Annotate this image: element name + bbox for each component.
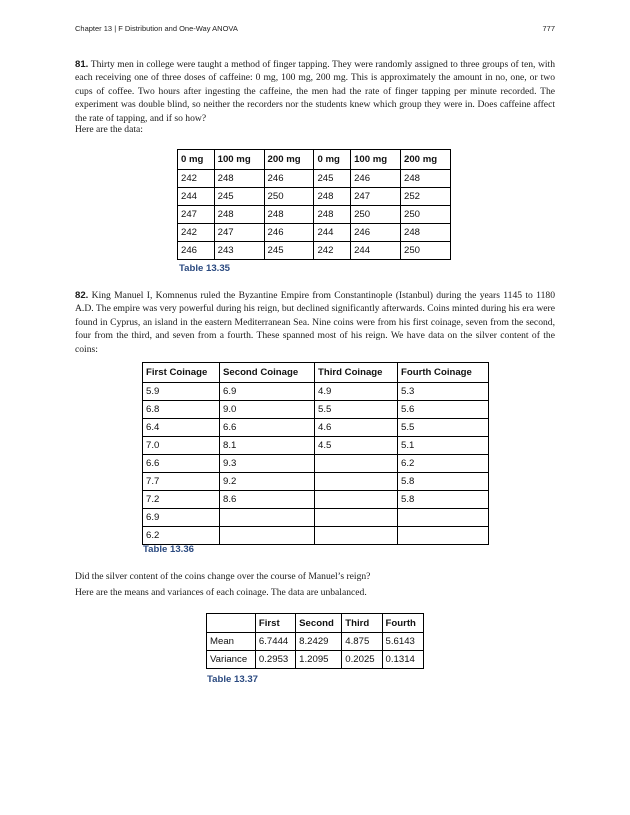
question-text: Did the silver content of the coins change over the course of Manuel’s reign? bbox=[75, 571, 371, 582]
table-cell: 245 bbox=[264, 242, 314, 260]
table-row bbox=[143, 527, 489, 545]
table-cell: 250 bbox=[264, 188, 314, 206]
table-cell: 246 bbox=[178, 242, 215, 260]
column-header: First Coinage bbox=[143, 363, 220, 383]
table-cell: 6.2 bbox=[143, 527, 220, 545]
table-cell bbox=[220, 527, 315, 545]
table-cell bbox=[315, 455, 398, 473]
table-cell: 5.5 bbox=[315, 401, 398, 419]
table-row bbox=[178, 224, 451, 242]
table-caption: Table 13.36 bbox=[143, 544, 195, 555]
table-cell: 245 bbox=[314, 170, 351, 188]
table-cell: 242 bbox=[314, 242, 351, 260]
table-cell: 252 bbox=[401, 188, 451, 206]
table-cell: 250 bbox=[401, 242, 451, 260]
chapter-title: Chapter 13 | F Distribution and One-Way ANOVA bbox=[75, 24, 238, 33]
table-cell: 5.1 bbox=[398, 437, 489, 455]
table-cell: 248 bbox=[264, 206, 314, 224]
table-row bbox=[143, 401, 489, 419]
column-header: 200 mg bbox=[264, 150, 314, 170]
table-row bbox=[207, 651, 424, 669]
table-cell: 1.2095 bbox=[296, 651, 342, 669]
row-label: Variance bbox=[207, 651, 256, 669]
table-cell: 6.7444 bbox=[255, 633, 295, 651]
table-cell: 4.6 bbox=[315, 419, 398, 437]
table-cell: 5.9 bbox=[143, 383, 220, 401]
column-header: 200 mg bbox=[401, 150, 451, 170]
table-cell: 248 bbox=[401, 224, 451, 242]
table-cell bbox=[315, 491, 398, 509]
table-cell: 9.3 bbox=[220, 455, 315, 473]
table-cell bbox=[398, 509, 489, 527]
table-cell: 7.2 bbox=[143, 491, 220, 509]
table-cell: 248 bbox=[214, 206, 264, 224]
table-row bbox=[178, 242, 451, 260]
table-cell: 244 bbox=[314, 224, 351, 242]
table-cell: 8.6 bbox=[220, 491, 315, 509]
means-lead-text: Here are the means and variances of each coinage. The data are unbalanced. bbox=[75, 587, 367, 598]
table-13-35 bbox=[177, 149, 451, 260]
exercise-number: 82. bbox=[75, 290, 89, 301]
page-number: 777 bbox=[542, 24, 555, 33]
table-cell: 6.4 bbox=[143, 419, 220, 437]
table-cell: 248 bbox=[214, 170, 264, 188]
column-header: 0 mg bbox=[178, 150, 215, 170]
table-row bbox=[178, 206, 451, 224]
column-header: 100 mg bbox=[351, 150, 401, 170]
exercise-82 bbox=[75, 289, 555, 356]
table-cell bbox=[315, 509, 398, 527]
table-cell: 6.6 bbox=[220, 419, 315, 437]
table-cell: 8.1 bbox=[220, 437, 315, 455]
table-cell: 250 bbox=[401, 206, 451, 224]
column-header: Second Coinage bbox=[220, 363, 315, 383]
table-cell bbox=[315, 527, 398, 545]
table-row bbox=[178, 170, 451, 188]
table-cell: 244 bbox=[178, 188, 215, 206]
table-cell bbox=[398, 527, 489, 545]
column-header: 100 mg bbox=[214, 150, 264, 170]
table-cell: 8.2429 bbox=[296, 633, 342, 651]
page-header bbox=[75, 24, 555, 36]
table-cell: 247 bbox=[214, 224, 264, 242]
table-cell: 246 bbox=[264, 170, 314, 188]
table-cell: 5.6 bbox=[398, 401, 489, 419]
table-row bbox=[178, 188, 451, 206]
table-cell: 250 bbox=[351, 206, 401, 224]
table-cell: 6.9 bbox=[143, 509, 220, 527]
table-cell: 5.3 bbox=[398, 383, 489, 401]
column-header: Fourth Coinage bbox=[398, 363, 489, 383]
column-header: Third bbox=[342, 614, 382, 633]
table-cell: 5.8 bbox=[398, 491, 489, 509]
table-cell: 0.1314 bbox=[382, 651, 423, 669]
table-cell: 247 bbox=[351, 188, 401, 206]
table-cell: 242 bbox=[178, 224, 215, 242]
table-cell: 5.8 bbox=[398, 473, 489, 491]
column-header: First bbox=[255, 614, 295, 633]
column-header bbox=[207, 614, 256, 633]
table-cell: 6.9 bbox=[220, 383, 315, 401]
table-cell: 6.8 bbox=[143, 401, 220, 419]
table-header-row bbox=[207, 614, 424, 633]
table-cell: 242 bbox=[178, 170, 215, 188]
table-cell: 7.7 bbox=[143, 473, 220, 491]
table-row bbox=[143, 491, 489, 509]
table-cell: 9.0 bbox=[220, 401, 315, 419]
table-row bbox=[143, 437, 489, 455]
table-header-row bbox=[143, 363, 489, 383]
table-cell: 4.875 bbox=[342, 633, 382, 651]
table-cell: 244 bbox=[351, 242, 401, 260]
table-cell: 5.6143 bbox=[382, 633, 423, 651]
table-cell: 0.2025 bbox=[342, 651, 382, 669]
table-row bbox=[143, 383, 489, 401]
table-cell: 246 bbox=[264, 224, 314, 242]
table-cell: 248 bbox=[314, 188, 351, 206]
table-header-row bbox=[178, 150, 451, 170]
table-cell: 246 bbox=[351, 170, 401, 188]
table-row bbox=[143, 455, 489, 473]
exercise-text: King Manuel I, Komnenus ruled the Byzantine Empire from Constantinople (Istanbul) during the years 1145 to 1180 A.D. The empire was very powerful during his reign, but declined significantly afterwards. Coins minted during his era were found in Cyprus, an island in the eastern Mediterranean Sea. Nine coins were from his first coinage, seven from the second, four from the third, and seven from a fourth. These spanned most of his reign. We have data on the silver content of the coins: bbox=[75, 290, 555, 355]
data-lead-text: Here are the data: bbox=[75, 124, 143, 135]
table-13-36 bbox=[142, 362, 489, 545]
table-cell: 4.9 bbox=[315, 383, 398, 401]
table-13-37 bbox=[206, 613, 424, 669]
table-cell bbox=[220, 509, 315, 527]
table-row bbox=[207, 633, 424, 651]
table-cell: 4.5 bbox=[315, 437, 398, 455]
table-cell: 7.0 bbox=[143, 437, 220, 455]
table-cell: 6.2 bbox=[398, 455, 489, 473]
table-cell: 246 bbox=[351, 224, 401, 242]
exercise-text: Thirty men in college were taught a method of finger tapping. They were randomly assigned to three groups of ten, with each receiving one of three doses of caffeine: 0 mg, 100 mg, 200 mg. This is approximately the amount in no, one, or two cups of coffee. Two hours after ingesting the caffeine, the men had the rate of finger tapping per minute recorded. The experiment was double blind, so neither the recorders nor the students knew which group they were in. Does caffeine affect the rate of tapping, and if so how? bbox=[75, 59, 555, 124]
column-header: Second bbox=[296, 614, 342, 633]
table-cell: 6.6 bbox=[143, 455, 220, 473]
table-caption: Table 13.37 bbox=[207, 674, 259, 685]
table-cell: 0.2953 bbox=[255, 651, 295, 669]
table-cell bbox=[315, 473, 398, 491]
table-row bbox=[143, 473, 489, 491]
row-label: Mean bbox=[207, 633, 256, 651]
table-cell: 243 bbox=[214, 242, 264, 260]
column-header: Fourth bbox=[382, 614, 423, 633]
table-row bbox=[143, 419, 489, 437]
table-cell: 9.2 bbox=[220, 473, 315, 491]
column-header: Third Coinage bbox=[315, 363, 398, 383]
column-header: 0 mg bbox=[314, 150, 351, 170]
table-cell: 248 bbox=[314, 206, 351, 224]
table-cell: 5.5 bbox=[398, 419, 489, 437]
table-row bbox=[143, 509, 489, 527]
exercise-number: 81. bbox=[75, 59, 89, 70]
table-caption: Table 13.35 bbox=[179, 263, 231, 274]
table-cell: 245 bbox=[214, 188, 264, 206]
table-cell: 248 bbox=[401, 170, 451, 188]
exercise-81 bbox=[75, 58, 555, 125]
table-cell: 247 bbox=[178, 206, 215, 224]
